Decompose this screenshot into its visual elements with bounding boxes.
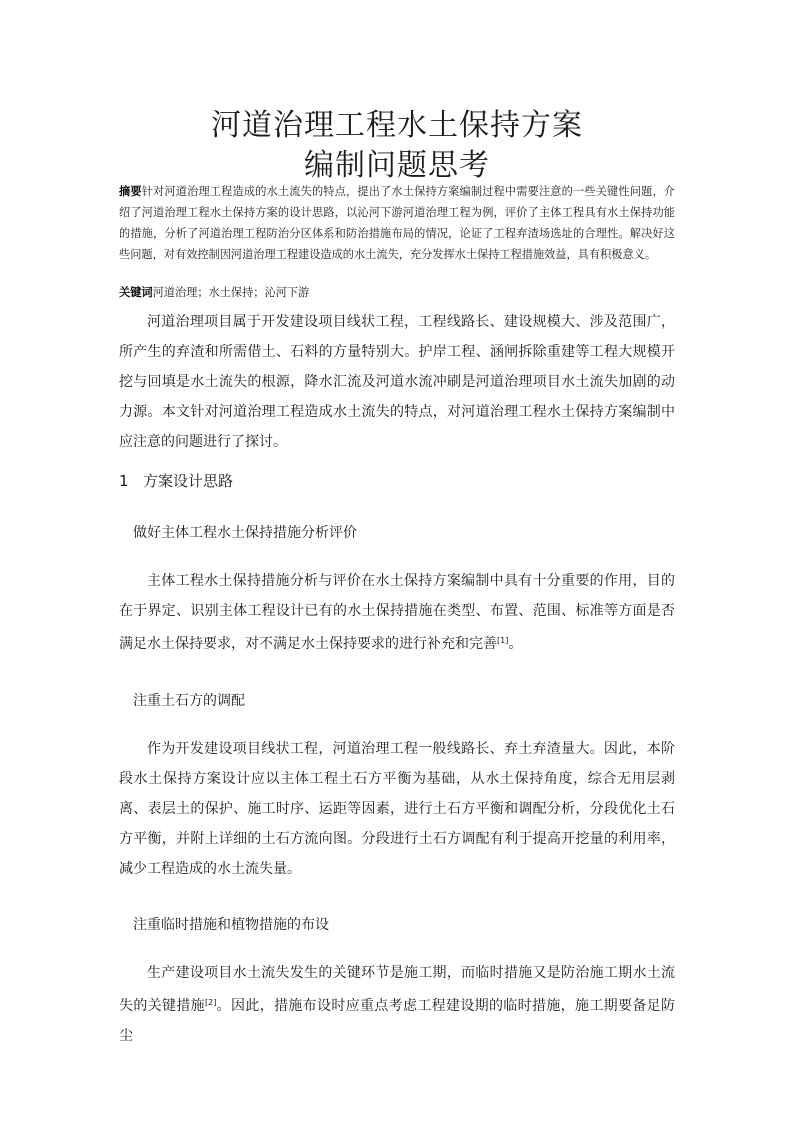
subsection-3-text-a: 生产建设项目水土流失发生的关键环节是施工期，而临时措施又是防治施工期水土流失的关键措施 xyxy=(119,965,675,1014)
subsection-3-text-b: 。因此，措施布设时应重点考虑工程建设期的临时措施，施工期要备足防尘 xyxy=(119,998,675,1044)
subsection-1-text: 主体工程水土保持措施分析与评价在水土保持方案编制中具有十分重要的作用，目的在于界定、识别主体工程设计已有的水土保持措施在类型、布置、范围、标准等方面是否满足水土保持要求，对不满足水土保持要求的进行补充和完善 xyxy=(119,573,675,652)
document-title-line-1: 河道治理工程水土保持方案 xyxy=(211,108,583,143)
subsection-3-paragraph xyxy=(119,958,675,1051)
subsection-1-heading: 做好主体工程水土保持措施分析评价 xyxy=(133,525,357,541)
section-1-number: 1 xyxy=(119,472,129,490)
abstract-label: 摘要 xyxy=(119,185,142,198)
subsection-2-heading: 注重土石方的调配 xyxy=(133,693,245,709)
document-title-line-2: 编制问题思考 xyxy=(304,148,490,183)
keywords xyxy=(119,285,675,301)
keywords-text: 河道治理；水土保持；沁河下游 xyxy=(152,286,310,299)
keywords-label: 关键词 xyxy=(119,286,153,299)
reference-1[interactable]: [1] xyxy=(497,636,509,645)
subsection-3-heading: 注重临时措施和植物措施的布设 xyxy=(133,917,329,933)
intro-paragraph: 河道治理项目属于开发建设项目线状工程，工程线路长、建设规模大、涉及范围广，所产生的弃渣和所需借土、石料的方量特别大。护岸工程、涵闸拆除重建等工程大规模开挖与回填是水土流失的根源，降水汇流及河道水流冲刷是河道治理项目水土流失加剧的动力源。本文针对河道治理工程造成水土流失的特点，对河道治理工程水土保持方案编制中应注意的问题进行了探讨。 xyxy=(119,314,675,450)
section-1-heading xyxy=(119,470,233,491)
subsection-2-paragraph: 作为开发建设项目线状工程，河道治理工程一般线路长、弃土弃渣量大。因此，本阶段水土保持方案设计应以主体工程土石方平衡为基础，从水土保持角度，综合无用层剥离、表层土的保护、施工时序、运距等因素，进行土石方平衡和调配分析，分段优化土石方平衡，并附上详细的土石方流向图。分段进行土石方调配有利于提高开挖量的利用率，减少工程造成的水土流失量。 xyxy=(119,741,675,877)
subsection-1-end: 。 xyxy=(508,636,523,652)
subsection-1-paragraph xyxy=(119,566,675,659)
abstract xyxy=(119,181,675,265)
reference-2[interactable]: [2] xyxy=(205,998,217,1007)
section-1-title: 方案设计思路 xyxy=(143,472,234,490)
abstract-text: 针对河道治理工程造成的水土流失的特点，提出了水土保持方案编制过程中需要注意的一些关键性问题，介绍了河道治理工程水土保持方案的设计思路，以沁河下游河道治理工程为例，评价了主体工程具有水土保持功能的措施，分析了河道治理工程防治分区体系和防治措施布局的情况，论证了工程弃渣场选址的合理性。解决好这些问题，对有效控制因河道治理工程建设造成的水土流失，充分发挥水土保持工程措施效益，具有积极意义。 xyxy=(119,185,675,261)
